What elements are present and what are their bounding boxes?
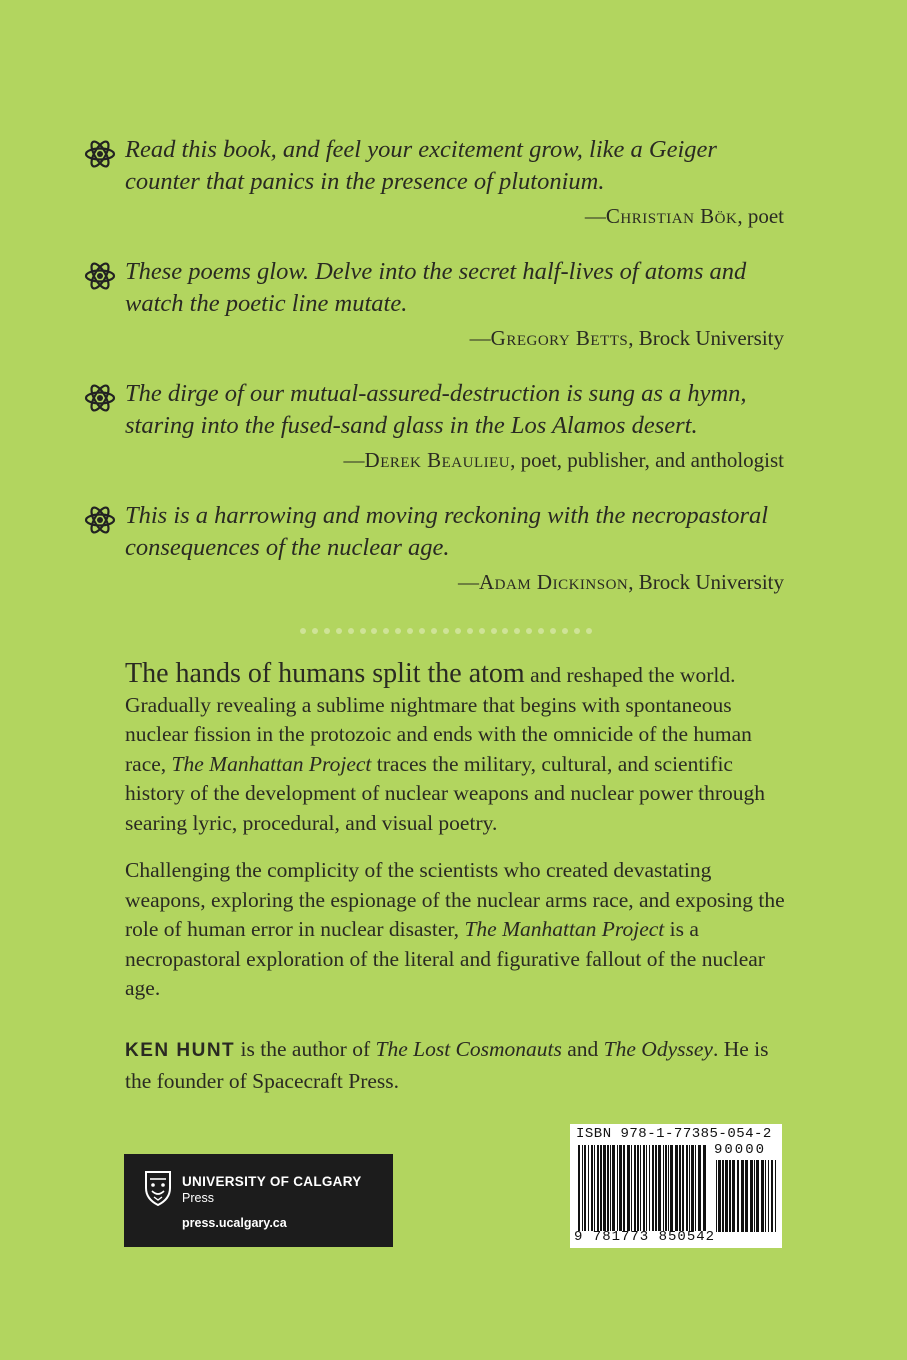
blurb-4: [84, 500, 784, 596]
blurb-3: [84, 378, 784, 474]
isbn-number: ISBN 978-1-77385-054-2: [576, 1126, 772, 1142]
quote-attribution: —Adam Dickinson, Brock University: [458, 570, 784, 594]
quote-text: This is a harrowing and moving reckoning with the necropastoral consequences of the nuclear age.: [125, 502, 769, 561]
barcode-digits: 9 781773 850542: [574, 1229, 716, 1245]
quote-attribution: —Christian Bök, poet: [584, 204, 784, 228]
description-paragraph-1: The hands of humans split the atom and reshaped the world. Gradually revealing a sublime nightmare that begins with spontaneous nuclear fission in the protozoic and ends with the omnicide of the human race, The Manhattan Project traces the military, cultural, and scientific history of the development of nuclear weapons and nuclear power through searing lyric, procedural, and visual poetry.: [125, 658, 766, 835]
price-code: 90000: [714, 1142, 767, 1158]
quote-attribution: —Derek Beaulieu, poet, publisher, and anthologist: [343, 448, 784, 472]
isbn-barcode: [570, 1124, 782, 1248]
blurb-2: [84, 256, 784, 352]
publisher-name: UNIVERSITY OF CALGARY: [182, 1174, 362, 1189]
quote-text: Read this book, and feel your excitement grow, like a Geiger counter that panics in the presence of plutonium.: [125, 136, 717, 195]
crest-icon: [144, 1170, 172, 1206]
atom-icon: [84, 138, 116, 170]
publisher-imprint: Press: [182, 1191, 214, 1205]
publisher-logo: [124, 1154, 393, 1247]
atom-icon: [84, 260, 116, 292]
author-name: KEN HUNT: [125, 1040, 236, 1061]
quote-text: The dirge of our mutual-assured-destruction is sung as a hymn, staring into the fused-sand glass in the Los Alamos desert.: [125, 380, 747, 439]
publisher-url: press.ucalgary.ca: [182, 1216, 287, 1230]
atom-icon: [84, 382, 116, 414]
dotted-divider: [300, 628, 592, 636]
book-description-2: [125, 856, 790, 1004]
quote-text: These poems glow. Delve into the secret half-lives of atoms and watch the poetic line mutate.: [125, 258, 747, 317]
author-bio: KEN HUNT is the author of The Lost Cosmonauts and The Odyssey. He is the founder of Spacecraft Press.: [125, 1037, 769, 1093]
blurb-1: [84, 134, 784, 230]
barcode-bars-icon: [578, 1145, 708, 1231]
addon-barcode-bars-icon: [716, 1160, 776, 1232]
quote-attribution: —Gregory Betts, Brock University: [469, 326, 784, 350]
description-paragraph-2: Challenging the complicity of the scientists who created devastating weapons, exploring the espionage of the nuclear arms race, and exposing the role of human error in nuclear disaster, The Manhattan Project is a necropastoral exploration of the literal and figurative fallout of the nuclear age.: [125, 858, 785, 1000]
atom-icon: [84, 504, 116, 536]
book-description: [125, 659, 790, 838]
